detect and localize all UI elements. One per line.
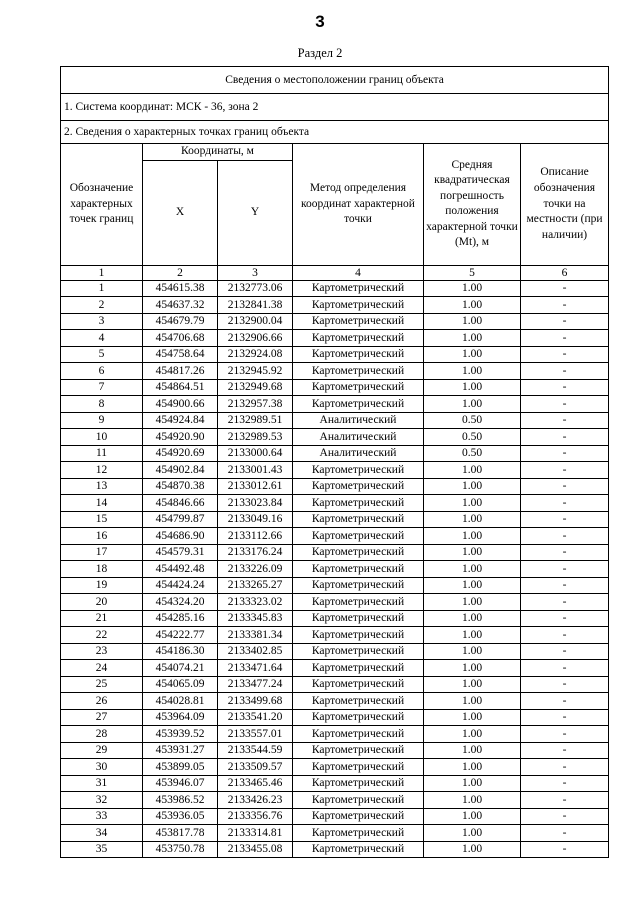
cell-description: - (521, 709, 609, 726)
table-row (61, 841, 609, 858)
header-point: Обозначение характерных точек границ (61, 144, 143, 266)
cell-description: - (521, 643, 609, 660)
cell-method: Картометрический (293, 379, 424, 396)
cell-method: Картометрический (293, 495, 424, 512)
cell-description: - (521, 396, 609, 413)
cell-description: - (521, 462, 609, 479)
table-row (61, 709, 609, 726)
table-row (61, 363, 609, 380)
cell-coord-y: 2133402.85 (218, 643, 293, 660)
cell-coord-y: 2132945.92 (218, 363, 293, 380)
cell-point-number: 23 (61, 643, 143, 660)
cell-coord-y: 2133465.46 (218, 775, 293, 792)
cell-method: Картометрический (293, 363, 424, 380)
cell-coord-x: 454902.84 (143, 462, 218, 479)
cell-method: Картометрический (293, 478, 424, 495)
points-heading-row: 2. Сведения о характерных точках границ объекта (61, 121, 609, 144)
column-number: 5 (424, 265, 521, 280)
cell-method: Картометрический (293, 528, 424, 545)
cell-coord-y: 2133023.84 (218, 495, 293, 512)
table-row (61, 478, 609, 495)
cell-coord-y: 2133345.83 (218, 610, 293, 627)
cell-method: Аналитический (293, 412, 424, 429)
cell-point-number: 12 (61, 462, 143, 479)
table-row (61, 462, 609, 479)
cell-method: Картометрический (293, 594, 424, 611)
cell-error-mt: 1.00 (424, 462, 521, 479)
page-number: 3 (315, 12, 325, 31)
table-row (61, 280, 609, 297)
table-row (61, 610, 609, 627)
column-number: 2 (143, 265, 218, 280)
cell-point-number: 3 (61, 313, 143, 330)
cell-method: Картометрический (293, 561, 424, 578)
cell-method: Картометрический (293, 511, 424, 528)
cell-description: - (521, 726, 609, 743)
header-method: Метод определения координат характерной точки (293, 144, 424, 266)
cell-coord-x: 454074.21 (143, 660, 218, 677)
header-y: Y (218, 160, 293, 265)
cell-description: - (521, 297, 609, 314)
cell-method: Картометрический (293, 544, 424, 561)
cell-error-mt: 1.00 (424, 478, 521, 495)
cell-method: Картометрический (293, 775, 424, 792)
cell-method: Картометрический (293, 759, 424, 776)
cell-coord-x: 453964.09 (143, 709, 218, 726)
cell-coord-x: 454222.77 (143, 627, 218, 644)
cell-description: - (521, 429, 609, 446)
cell-description: - (521, 775, 609, 792)
cell-point-number: 31 (61, 775, 143, 792)
cell-coord-x: 454817.26 (143, 363, 218, 380)
cell-description: - (521, 528, 609, 545)
table-row (61, 396, 609, 413)
cell-method: Картометрический (293, 610, 424, 627)
table-row (61, 643, 609, 660)
cell-coord-y: 2132989.53 (218, 429, 293, 446)
cell-coord-x: 454324.20 (143, 594, 218, 611)
cell-error-mt: 1.00 (424, 511, 521, 528)
table-body (61, 280, 609, 858)
table-row (61, 594, 609, 611)
cell-description: - (521, 693, 609, 710)
cell-point-number: 21 (61, 610, 143, 627)
table-row (61, 627, 609, 644)
cell-method: Картометрический (293, 346, 424, 363)
table-row (61, 561, 609, 578)
table-row (61, 775, 609, 792)
cell-method: Картометрический (293, 280, 424, 297)
cell-error-mt: 0.50 (424, 429, 521, 446)
cell-description: - (521, 445, 609, 462)
coord-system-row: 1. Система координат: МСК - 36, зона 2 (61, 94, 609, 121)
header-description: Описание обозначения точки на местности (при наличии) (521, 144, 609, 266)
table-row (61, 412, 609, 429)
cell-coord-x: 454637.32 (143, 297, 218, 314)
cell-error-mt: 1.00 (424, 726, 521, 743)
table-row (61, 577, 609, 594)
cell-description: - (521, 379, 609, 396)
cell-coord-x: 454285.16 (143, 610, 218, 627)
cell-coord-y: 2133509.57 (218, 759, 293, 776)
cell-point-number: 22 (61, 627, 143, 644)
cell-coord-x: 454615.38 (143, 280, 218, 297)
column-number: 4 (293, 265, 424, 280)
table-row (61, 808, 609, 825)
cell-error-mt: 1.00 (424, 742, 521, 759)
cell-error-mt: 1.00 (424, 841, 521, 858)
cell-coord-y: 2133477.24 (218, 676, 293, 693)
cell-point-number: 2 (61, 297, 143, 314)
cell-coord-y: 2133112.66 (218, 528, 293, 545)
cell-error-mt: 1.00 (424, 775, 521, 792)
cell-description: - (521, 825, 609, 842)
cell-description: - (521, 792, 609, 809)
cell-coord-x: 454186.30 (143, 643, 218, 660)
cell-point-number: 32 (61, 792, 143, 809)
cell-coord-x: 454920.90 (143, 429, 218, 446)
table-row (61, 544, 609, 561)
table-row (61, 379, 609, 396)
cell-error-mt: 1.00 (424, 676, 521, 693)
table-row (61, 313, 609, 330)
cell-coord-y: 2133000.64 (218, 445, 293, 462)
cell-error-mt: 1.00 (424, 346, 521, 363)
cell-coord-x: 454492.48 (143, 561, 218, 578)
cell-coord-x: 454065.09 (143, 676, 218, 693)
cell-point-number: 14 (61, 495, 143, 512)
cell-error-mt: 1.00 (424, 330, 521, 347)
cell-point-number: 33 (61, 808, 143, 825)
cell-description: - (521, 511, 609, 528)
cell-coord-y: 2133176.24 (218, 544, 293, 561)
cell-point-number: 16 (61, 528, 143, 545)
cell-description: - (521, 544, 609, 561)
cell-coord-x: 454864.51 (143, 379, 218, 396)
cell-description: - (521, 478, 609, 495)
cell-method: Картометрический (293, 577, 424, 594)
cell-description: - (521, 561, 609, 578)
cell-coord-y: 2132989.51 (218, 412, 293, 429)
cell-coord-x: 453946.07 (143, 775, 218, 792)
cell-point-number: 6 (61, 363, 143, 380)
cell-method: Картометрический (293, 313, 424, 330)
table-row (61, 742, 609, 759)
cell-error-mt: 1.00 (424, 627, 521, 644)
cell-coord-y: 2132924.08 (218, 346, 293, 363)
table-row (61, 759, 609, 776)
cell-coord-y: 2133557.01 (218, 726, 293, 743)
cell-point-number: 5 (61, 346, 143, 363)
cell-method: Аналитический (293, 445, 424, 462)
cell-coord-x: 454679.79 (143, 313, 218, 330)
cell-coord-x: 454758.64 (143, 346, 218, 363)
cell-error-mt: 1.00 (424, 594, 521, 611)
cell-description: - (521, 412, 609, 429)
table-row (61, 825, 609, 842)
cell-coord-x: 454028.81 (143, 693, 218, 710)
cell-method: Картометрический (293, 660, 424, 677)
cell-method: Картометрический (293, 792, 424, 809)
cell-method: Картометрический (293, 693, 424, 710)
cell-point-number: 19 (61, 577, 143, 594)
cell-error-mt: 1.00 (424, 561, 521, 578)
cell-coord-x: 454686.90 (143, 528, 218, 545)
cell-coord-y: 2133544.59 (218, 742, 293, 759)
header-error: Средняя квадратическая погрешность положения характерной точки (Mt), м (424, 144, 521, 266)
cell-coord-y: 2133499.68 (218, 693, 293, 710)
cell-error-mt: 1.00 (424, 577, 521, 594)
cell-coord-x: 454799.87 (143, 511, 218, 528)
cell-error-mt: 1.00 (424, 808, 521, 825)
table-row (61, 297, 609, 314)
header-x: X (143, 160, 218, 265)
cell-coord-x: 453939.52 (143, 726, 218, 743)
cell-description: - (521, 808, 609, 825)
cell-method: Картометрический (293, 297, 424, 314)
table-title: Сведения о местоположении границ объекта (61, 67, 609, 94)
table-row (61, 726, 609, 743)
table-row (61, 330, 609, 347)
cell-point-number: 13 (61, 478, 143, 495)
cell-error-mt: 1.00 (424, 693, 521, 710)
cell-description: - (521, 676, 609, 693)
cell-point-number: 20 (61, 594, 143, 611)
cell-error-mt: 1.00 (424, 363, 521, 380)
cell-coord-x: 454424.24 (143, 577, 218, 594)
cell-error-mt: 1.00 (424, 379, 521, 396)
cell-method: Картометрический (293, 627, 424, 644)
cell-coord-x: 453750.78 (143, 841, 218, 858)
cell-coord-y: 2133323.02 (218, 594, 293, 611)
cell-description: - (521, 742, 609, 759)
cell-error-mt: 1.00 (424, 297, 521, 314)
cell-point-number: 34 (61, 825, 143, 842)
cell-coord-y: 2133356.76 (218, 808, 293, 825)
cell-error-mt: 0.50 (424, 445, 521, 462)
cell-description: - (521, 495, 609, 512)
cell-method: Картометрический (293, 643, 424, 660)
cell-point-number: 35 (61, 841, 143, 858)
cell-error-mt: 1.00 (424, 792, 521, 809)
cell-method: Картометрический (293, 808, 424, 825)
table-row (61, 346, 609, 363)
column-number: 6 (521, 265, 609, 280)
cell-coord-x: 453931.27 (143, 742, 218, 759)
cell-description: - (521, 660, 609, 677)
cell-coord-x: 453899.05 (143, 759, 218, 776)
table-row (61, 429, 609, 446)
cell-coord-x: 453936.05 (143, 808, 218, 825)
cell-coord-y: 2133314.81 (218, 825, 293, 842)
table-row (61, 528, 609, 545)
table-row (61, 495, 609, 512)
cell-point-number: 9 (61, 412, 143, 429)
cell-point-number: 18 (61, 561, 143, 578)
table-row (61, 676, 609, 693)
cell-point-number: 7 (61, 379, 143, 396)
cell-method: Аналитический (293, 429, 424, 446)
cell-point-number: 26 (61, 693, 143, 710)
cell-coord-x: 454900.66 (143, 396, 218, 413)
cell-method: Картометрический (293, 709, 424, 726)
cell-error-mt: 1.00 (424, 660, 521, 677)
cell-error-mt: 1.00 (424, 544, 521, 561)
cell-point-number: 15 (61, 511, 143, 528)
cell-description: - (521, 610, 609, 627)
cell-error-mt: 1.00 (424, 709, 521, 726)
cell-description: - (521, 759, 609, 776)
cell-method: Картометрический (293, 742, 424, 759)
cell-description: - (521, 346, 609, 363)
cell-coord-x: 454579.31 (143, 544, 218, 561)
cell-coord-x: 454706.68 (143, 330, 218, 347)
cell-point-number: 25 (61, 676, 143, 693)
cell-coord-y: 2133226.09 (218, 561, 293, 578)
cell-description: - (521, 841, 609, 858)
cell-coord-y: 2133265.27 (218, 577, 293, 594)
cell-method: Картометрический (293, 726, 424, 743)
cell-method: Картометрический (293, 330, 424, 347)
cell-error-mt: 1.00 (424, 396, 521, 413)
column-numbers-row (61, 265, 609, 280)
cell-point-number: 10 (61, 429, 143, 446)
cell-description: - (521, 363, 609, 380)
cell-point-number: 29 (61, 742, 143, 759)
cell-description: - (521, 594, 609, 611)
cell-coord-y: 2133455.08 (218, 841, 293, 858)
table-row (61, 511, 609, 528)
cell-error-mt: 1.00 (424, 280, 521, 297)
cell-coord-y: 2132949.68 (218, 379, 293, 396)
cell-coord-y: 2132906.66 (218, 330, 293, 347)
cell-coord-y: 2132900.04 (218, 313, 293, 330)
table-row (61, 693, 609, 710)
cell-coord-x: 453986.52 (143, 792, 218, 809)
cell-coord-x: 454846.66 (143, 495, 218, 512)
cell-method: Картометрический (293, 825, 424, 842)
column-number: 1 (61, 265, 143, 280)
cell-coord-y: 2133381.34 (218, 627, 293, 644)
cell-coord-x: 454920.69 (143, 445, 218, 462)
cell-method: Картометрический (293, 841, 424, 858)
cell-method: Картометрический (293, 396, 424, 413)
cell-description: - (521, 577, 609, 594)
cell-coord-y: 2133049.16 (218, 511, 293, 528)
table-row (61, 445, 609, 462)
cell-error-mt: 1.00 (424, 759, 521, 776)
cell-point-number: 17 (61, 544, 143, 561)
cell-method: Картометрический (293, 462, 424, 479)
cell-error-mt: 1.00 (424, 528, 521, 545)
table-row (61, 792, 609, 809)
cell-point-number: 24 (61, 660, 143, 677)
cell-point-number: 1 (61, 280, 143, 297)
cell-description: - (521, 330, 609, 347)
cell-coord-y: 2133426.23 (218, 792, 293, 809)
cell-error-mt: 1.00 (424, 610, 521, 627)
cell-point-number: 27 (61, 709, 143, 726)
cell-error-mt: 1.00 (424, 495, 521, 512)
cell-error-mt: 1.00 (424, 825, 521, 842)
column-number: 3 (218, 265, 293, 280)
cell-coord-x: 453817.78 (143, 825, 218, 842)
section-title: Раздел 2 (297, 46, 343, 60)
cell-coord-y: 2133541.20 (218, 709, 293, 726)
cell-coord-x: 454870.38 (143, 478, 218, 495)
cell-error-mt: 1.00 (424, 313, 521, 330)
boundary-points-table (60, 66, 609, 858)
cell-coord-y: 2133471.64 (218, 660, 293, 677)
cell-error-mt: 0.50 (424, 412, 521, 429)
header-coords: Координаты, м (143, 144, 293, 161)
cell-coord-y: 2132773.06 (218, 280, 293, 297)
cell-coord-y: 2132957.38 (218, 396, 293, 413)
cell-coord-x: 454924.84 (143, 412, 218, 429)
cell-coord-y: 2132841.38 (218, 297, 293, 314)
cell-point-number: 4 (61, 330, 143, 347)
table-row (61, 660, 609, 677)
cell-point-number: 11 (61, 445, 143, 462)
cell-description: - (521, 280, 609, 297)
cell-coord-y: 2133012.61 (218, 478, 293, 495)
cell-method: Картометрический (293, 676, 424, 693)
cell-point-number: 28 (61, 726, 143, 743)
cell-error-mt: 1.00 (424, 643, 521, 660)
cell-point-number: 30 (61, 759, 143, 776)
cell-description: - (521, 313, 609, 330)
cell-description: - (521, 627, 609, 644)
cell-point-number: 8 (61, 396, 143, 413)
cell-coord-y: 2133001.43 (218, 462, 293, 479)
